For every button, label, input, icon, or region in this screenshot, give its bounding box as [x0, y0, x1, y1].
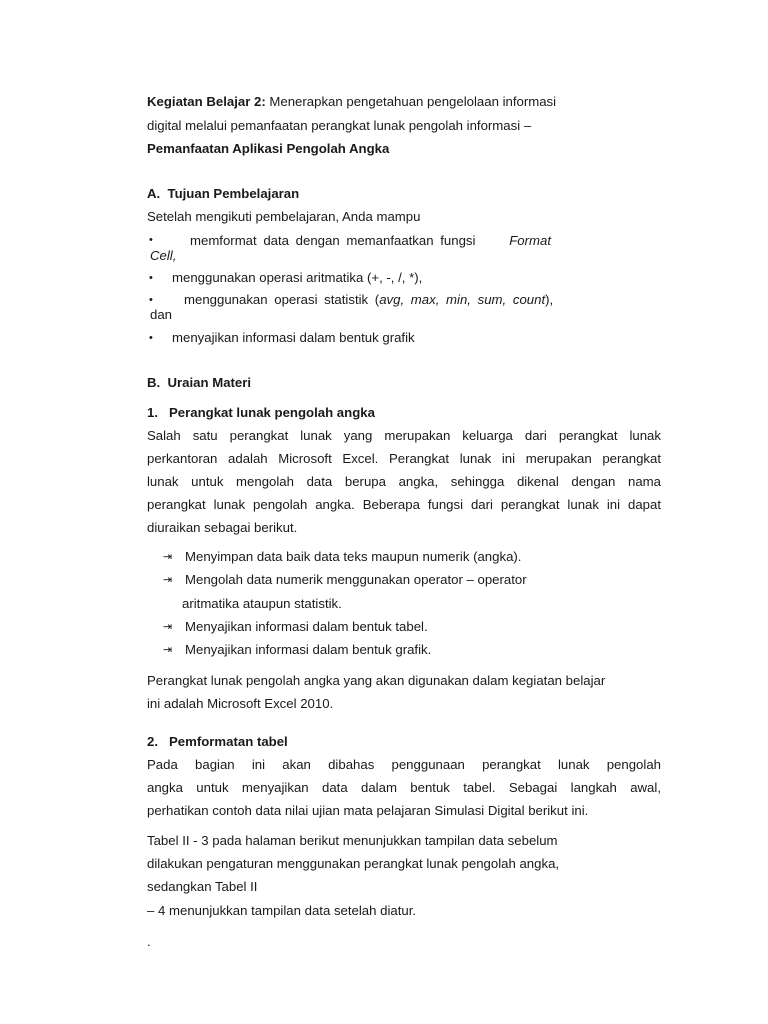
bullet-icon: • — [149, 294, 153, 306]
paragraph-line: ini adalah Microsoft Excel 2010. — [147, 696, 334, 711]
paragraph-line: sedangkan Tabel II — [147, 879, 258, 894]
paragraph-line: – 4 menunjukkan tampilan data setelah diatur. — [147, 903, 417, 918]
objective-1-italic: Format — [509, 233, 551, 248]
objective-3 — [184, 292, 553, 307]
function-item-cont: aritmatika ataupun statistik. — [182, 596, 342, 611]
section-b-title: Uraian Materi — [167, 375, 252, 390]
objective-3-text: menggunakan operasi statistik ( — [184, 292, 380, 307]
section-a-title: Tujuan Pembelajaran — [167, 186, 300, 201]
paragraph-line: perhatikan contoh data nilai ujian mata pelajaran Simulasi Digital berikut ini. — [147, 803, 589, 818]
arrow-bullet-icon: ⇥ — [163, 643, 173, 656]
section-a-heading — [147, 186, 299, 201]
trailing-dot: . — [147, 934, 151, 949]
subsection-1-heading — [147, 405, 375, 420]
kegiatan-title-part1: Menerapkan pengetahuan pengelolaan informasi — [269, 94, 557, 109]
objective-3-cont: dan — [150, 307, 173, 322]
paragraph-line: Salah satu perangkat lunak yang merupakan keluarga dari perangkat lunak — [147, 428, 661, 443]
bullet-icon: • — [149, 234, 153, 246]
subsection-1-title: Perangkat lunak pengolah angka — [169, 405, 375, 420]
paragraph-line: Pada bagian ini akan dibahas penggunaan perangkat lunak pengolah — [147, 757, 661, 772]
paragraph-line: diuraikan sebagai berikut. — [147, 520, 298, 535]
objective-1 — [190, 233, 551, 248]
subsection-1-number: 1. — [147, 405, 158, 420]
bullet-icon: • — [149, 332, 153, 344]
function-item: Menyajikan informasi dalam bentuk grafik. — [185, 642, 432, 657]
kegiatan-line-1 — [147, 94, 556, 109]
arrow-bullet-icon: ⇥ — [163, 573, 173, 586]
objective-1-text: memformat data dengan memanfaatkan fungsi — [190, 233, 476, 248]
objective-4: menyajikan informasi dalam bentuk grafik — [172, 330, 415, 345]
kegiatan-label: Kegiatan Belajar 2: — [147, 94, 266, 109]
kegiatan-title-part2: digital melalui pemanfaatan perangkat lunak pengolah informasi – — [147, 118, 532, 133]
paragraph-line: angka untuk menyajikan data dalam bentuk tabel. Sebagai langkah awal, — [147, 780, 661, 795]
paragraph-line: Perangkat lunak pengolah angka yang akan digunakan dalam kegiatan belajar — [147, 673, 606, 688]
function-item: Menyimpan data baik data teks maupun numerik (angka). — [185, 549, 522, 564]
paragraph-line: perkantoran adalah Microsoft Excel. Perangkat lunak ini merupakan perangkat — [147, 451, 661, 466]
paragraph-line: lunak untuk mengolah data berupa angka, sehingga dikenal dengan nama — [147, 474, 661, 489]
section-a-intro: Setelah mengikuti pembelajaran, Anda mampu — [147, 209, 421, 224]
section-b-heading — [147, 375, 251, 390]
arrow-bullet-icon: ⇥ — [163, 620, 173, 633]
kegiatan-subtitle: Pemanfaatan Aplikasi Pengolah Angka — [147, 141, 390, 156]
paragraph-line: perangkat lunak pengolah angka. Beberapa fungsi dari perangkat lunak ini dapat — [147, 497, 661, 512]
paragraph-line: dilakukan pengaturan menggunakan perangkat lunak pengolah angka, — [147, 856, 560, 871]
objective-1-cont: Cell, — [150, 248, 177, 263]
bullet-icon: • — [149, 272, 153, 284]
subsection-2-heading — [147, 734, 288, 749]
objective-3-italic: avg, max, min, sum, count — [379, 292, 546, 307]
subsection-2-title: Pemformatan tabel — [169, 734, 288, 749]
paragraph-line: Tabel II - 3 pada halaman berikut menunjukkan tampilan data sebelum — [147, 833, 558, 848]
function-item: Menyajikan informasi dalam bentuk tabel. — [185, 619, 428, 634]
objective-2: menggunakan operasi aritmatika (+, -, /, *), — [172, 270, 423, 285]
section-a-number: A. — [147, 186, 161, 201]
function-item: Mengolah data numerik menggunakan operator – operator — [185, 572, 527, 587]
arrow-bullet-icon: ⇥ — [163, 550, 173, 563]
objective-3-suffix: ), — [545, 292, 554, 307]
subsection-2-number: 2. — [147, 734, 158, 749]
section-b-number: B. — [147, 375, 161, 390]
